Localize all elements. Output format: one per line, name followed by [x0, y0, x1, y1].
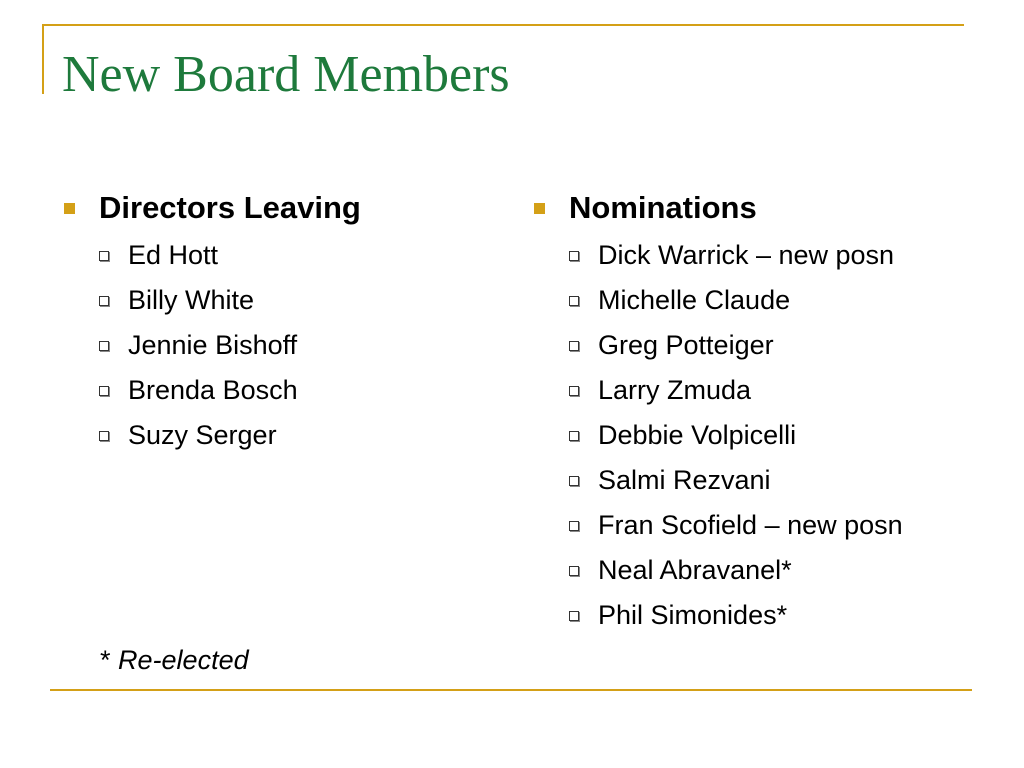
heading-label: Nominations — [569, 190, 757, 225]
re-elected-footnote — [100, 645, 249, 676]
list-item — [569, 368, 903, 413]
nominations-section — [532, 186, 903, 638]
list-item — [569, 233, 903, 278]
list-item-label: Salmi Rezvani — [598, 465, 771, 495]
list-item — [99, 278, 361, 323]
list-item — [99, 368, 361, 413]
hollow-square-bullet-icon — [569, 296, 579, 306]
left-frame-line — [42, 24, 44, 94]
list-item-label: Debbie Volpicelli — [598, 420, 797, 450]
hollow-square-bullet-icon — [99, 296, 109, 306]
hollow-square-bullet-icon — [569, 341, 579, 351]
list-item — [569, 458, 903, 503]
list-item-label: Suzy Serger — [128, 420, 277, 450]
list-item — [99, 233, 361, 278]
list-item-label: Larry Zmuda — [598, 375, 752, 405]
hollow-square-bullet-icon — [569, 386, 579, 396]
hollow-square-bullet-icon — [99, 341, 109, 351]
list-item — [99, 413, 361, 458]
square-bullet-icon — [64, 203, 75, 214]
list-item — [569, 548, 903, 593]
hollow-square-bullet-icon — [569, 251, 579, 261]
list-item-label: Greg Potteiger — [598, 330, 774, 360]
heading-label: Directors Leaving — [99, 190, 361, 225]
directors-leaving-heading — [62, 186, 361, 230]
list-item-label: Phil Simonides* — [598, 600, 788, 630]
list-item — [569, 323, 903, 368]
list-item-label: Michelle Claude — [598, 285, 791, 315]
list-item-label: Neal Abravanel* — [598, 555, 792, 585]
hollow-square-bullet-icon — [569, 431, 579, 441]
bottom-rule — [50, 689, 972, 691]
list-item — [569, 503, 903, 548]
list-item-label: Brenda Bosch — [128, 375, 298, 405]
directors-leaving-list — [99, 233, 361, 458]
list-item-label: Fran Scofield – new posn — [598, 510, 903, 540]
hollow-square-bullet-icon — [569, 521, 579, 531]
list-item-label: Dick Warrick – new posn — [598, 240, 895, 270]
directors-leaving-section — [62, 186, 361, 458]
footnote-marker: * — [100, 645, 111, 675]
hollow-square-bullet-icon — [569, 611, 579, 621]
slide-title: New Board Members — [62, 46, 510, 103]
top-frame-line — [42, 24, 964, 26]
list-item — [99, 323, 361, 368]
list-item-label: Jennie Bishoff — [128, 330, 298, 360]
hollow-square-bullet-icon — [99, 431, 109, 441]
nominations-list — [569, 233, 903, 638]
list-item — [569, 593, 903, 638]
list-item-label: Billy White — [128, 285, 255, 315]
list-item-label: Ed Hott — [128, 240, 219, 270]
list-item — [569, 413, 903, 458]
hollow-square-bullet-icon — [569, 476, 579, 486]
footnote-text: Re-elected — [118, 645, 249, 675]
hollow-square-bullet-icon — [569, 566, 579, 576]
hollow-square-bullet-icon — [99, 251, 109, 261]
list-item — [569, 278, 903, 323]
nominations-heading — [532, 186, 903, 230]
square-bullet-icon — [534, 203, 545, 214]
hollow-square-bullet-icon — [99, 386, 109, 396]
